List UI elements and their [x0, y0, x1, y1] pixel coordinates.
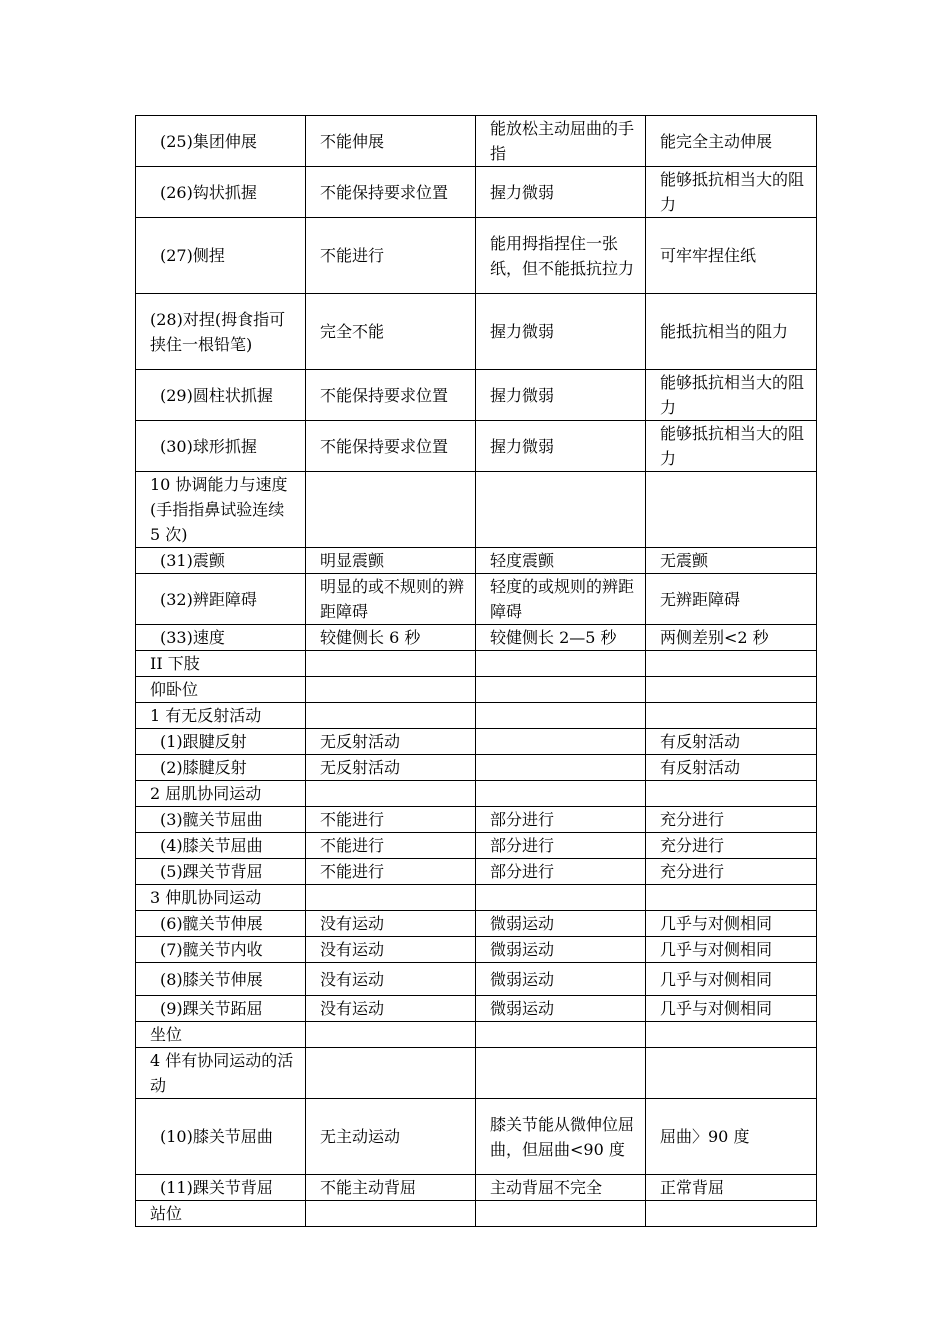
table-row	[136, 625, 817, 651]
score-cell-0	[306, 472, 476, 548]
score-cell-0: 不能进行	[306, 807, 476, 833]
row-label-cell: 2 屈肌协同运动	[136, 781, 306, 807]
score-cell-2: 几乎与对侧相同	[646, 937, 817, 963]
score-cell-0: 不能伸展	[306, 116, 476, 167]
score-cell-1: 部分进行	[476, 859, 646, 885]
table-row	[136, 472, 817, 548]
score-cell-1	[476, 729, 646, 755]
table-row	[136, 937, 817, 963]
row-label-cell: (9)踝关节跖屈	[136, 996, 306, 1022]
table-row	[136, 1048, 817, 1099]
table-row	[136, 1099, 817, 1175]
score-cell-2: 几乎与对侧相同	[646, 911, 817, 937]
score-cell-0: 不能进行	[306, 859, 476, 885]
score-cell-1: 能放松主动屈曲的手指	[476, 116, 646, 167]
score-cell-2: 能够抵抗相当大的阻力	[646, 167, 817, 218]
row-label-cell: (31)震颤	[136, 548, 306, 574]
table-row	[136, 167, 817, 218]
assessment-table	[135, 115, 817, 1227]
row-label-cell: (29)圆柱状抓握	[136, 370, 306, 421]
score-cell-0	[306, 703, 476, 729]
table-row	[136, 1175, 817, 1201]
score-cell-2: 无辨距障碍	[646, 574, 817, 625]
row-label-cell: (7)髋关节内收	[136, 937, 306, 963]
score-cell-1	[476, 1201, 646, 1227]
row-label-cell: II 下肢	[136, 651, 306, 677]
score-cell-1: 轻度的或规则的辨距障碍	[476, 574, 646, 625]
table-row	[136, 703, 817, 729]
score-cell-1: 部分进行	[476, 833, 646, 859]
score-cell-2	[646, 1201, 817, 1227]
score-cell-1	[476, 651, 646, 677]
score-cell-2: 无震颤	[646, 548, 817, 574]
score-cell-2	[646, 1022, 817, 1048]
score-cell-2: 能完全主动伸展	[646, 116, 817, 167]
score-cell-1: 较健侧长 2—5 秒	[476, 625, 646, 651]
row-label-cell: (32)辨距障碍	[136, 574, 306, 625]
table-body	[136, 116, 817, 1227]
score-cell-1: 微弱运动	[476, 911, 646, 937]
score-cell-0: 较健侧长 6 秒	[306, 625, 476, 651]
score-cell-2: 两侧差别<2 秒	[646, 625, 817, 651]
score-cell-1	[476, 1022, 646, 1048]
score-cell-0	[306, 885, 476, 911]
table-row	[136, 833, 817, 859]
score-cell-1	[476, 1048, 646, 1099]
score-cell-2: 能抵抗相当的阻力	[646, 294, 817, 370]
table-row	[136, 911, 817, 937]
row-label-cell: 10 协调能力与速度(手指指鼻试验连续 5 次)	[136, 472, 306, 548]
row-label-cell: 3 伸肌协同运动	[136, 885, 306, 911]
score-cell-0	[306, 1201, 476, 1227]
table-row	[136, 677, 817, 703]
row-label-cell: (25)集团伸展	[136, 116, 306, 167]
table-row	[136, 963, 817, 996]
table-row	[136, 370, 817, 421]
row-label-cell: (33)速度	[136, 625, 306, 651]
row-label-cell: (1)跟腱反射	[136, 729, 306, 755]
score-cell-2	[646, 885, 817, 911]
score-cell-1: 微弱运动	[476, 963, 646, 996]
row-label-cell: (11)踝关节背屈	[136, 1175, 306, 1201]
score-cell-0	[306, 1022, 476, 1048]
score-cell-2: 充分进行	[646, 859, 817, 885]
score-cell-0: 不能进行	[306, 218, 476, 294]
table-row	[136, 574, 817, 625]
row-label-cell: 站位	[136, 1201, 306, 1227]
score-cell-0: 不能保持要求位置	[306, 167, 476, 218]
row-label-cell: 坐位	[136, 1022, 306, 1048]
table-row	[136, 885, 817, 911]
row-label-cell: 仰卧位	[136, 677, 306, 703]
score-cell-0	[306, 651, 476, 677]
score-cell-1: 微弱运动	[476, 937, 646, 963]
row-label-cell: (2)膝腱反射	[136, 755, 306, 781]
score-cell-1: 能用拇指捏住一张纸，但不能抵抗拉力	[476, 218, 646, 294]
row-label-cell: 4 伴有协同运动的活动	[136, 1048, 306, 1099]
table-row	[136, 781, 817, 807]
score-cell-1: 握力微弱	[476, 167, 646, 218]
score-cell-0: 无反射活动	[306, 755, 476, 781]
score-cell-2: 有反射活动	[646, 755, 817, 781]
score-cell-0: 没有运动	[306, 937, 476, 963]
score-cell-1	[476, 703, 646, 729]
score-cell-0: 不能保持要求位置	[306, 421, 476, 472]
score-cell-0: 无反射活动	[306, 729, 476, 755]
table-row	[136, 1201, 817, 1227]
score-cell-2	[646, 677, 817, 703]
score-cell-1: 握力微弱	[476, 421, 646, 472]
score-cell-0: 不能主动背屈	[306, 1175, 476, 1201]
table-row	[136, 421, 817, 472]
row-label-cell: (5)踝关节背屈	[136, 859, 306, 885]
table-row	[136, 996, 817, 1022]
score-cell-2: 能够抵抗相当大的阻力	[646, 421, 817, 472]
score-cell-2: 屈曲〉90 度	[646, 1099, 817, 1175]
table-row	[136, 859, 817, 885]
score-cell-0	[306, 1048, 476, 1099]
row-label-cell: (3)髋关节屈曲	[136, 807, 306, 833]
score-cell-2: 充分进行	[646, 807, 817, 833]
score-cell-0	[306, 677, 476, 703]
score-cell-0: 明显的或不规则的辨距障碍	[306, 574, 476, 625]
score-cell-1: 轻度震颤	[476, 548, 646, 574]
table-row	[136, 548, 817, 574]
score-cell-0: 不能保持要求位置	[306, 370, 476, 421]
score-cell-1: 主动背屈不完全	[476, 1175, 646, 1201]
table-row	[136, 651, 817, 677]
table-row	[136, 729, 817, 755]
table-row	[136, 294, 817, 370]
table-row	[136, 1022, 817, 1048]
row-label-cell: (26)钩状抓握	[136, 167, 306, 218]
row-label-cell: 1 有无反射活动	[136, 703, 306, 729]
table-row	[136, 807, 817, 833]
score-cell-2	[646, 703, 817, 729]
row-label-cell: (6)髋关节伸展	[136, 911, 306, 937]
score-cell-0: 无主动运动	[306, 1099, 476, 1175]
score-cell-2: 有反射活动	[646, 729, 817, 755]
score-cell-2	[646, 1048, 817, 1099]
row-label-cell: (4)膝关节屈曲	[136, 833, 306, 859]
score-cell-2: 能够抵抗相当大的阻力	[646, 370, 817, 421]
score-cell-0: 完全不能	[306, 294, 476, 370]
score-cell-1: 握力微弱	[476, 370, 646, 421]
table-row	[136, 218, 817, 294]
score-cell-2: 正常背屈	[646, 1175, 817, 1201]
score-cell-2: 几乎与对侧相同	[646, 963, 817, 996]
score-cell-1: 微弱运动	[476, 996, 646, 1022]
table-row	[136, 116, 817, 167]
score-cell-1	[476, 677, 646, 703]
score-cell-0: 不能进行	[306, 833, 476, 859]
score-cell-1	[476, 781, 646, 807]
score-cell-2	[646, 472, 817, 548]
score-cell-1: 部分进行	[476, 807, 646, 833]
score-cell-0: 没有运动	[306, 963, 476, 996]
score-cell-2: 充分进行	[646, 833, 817, 859]
row-label-cell: (27)侧捏	[136, 218, 306, 294]
score-cell-2	[646, 651, 817, 677]
score-cell-1	[476, 755, 646, 781]
score-cell-1	[476, 472, 646, 548]
row-label-cell: (10)膝关节屈曲	[136, 1099, 306, 1175]
score-cell-2: 几乎与对侧相同	[646, 996, 817, 1022]
row-label-cell: (8)膝关节伸展	[136, 963, 306, 996]
score-cell-2: 可牢牢捏住纸	[646, 218, 817, 294]
score-cell-0: 没有运动	[306, 911, 476, 937]
score-cell-0: 明显震颤	[306, 548, 476, 574]
score-cell-1: 握力微弱	[476, 294, 646, 370]
score-cell-1	[476, 885, 646, 911]
table-row	[136, 755, 817, 781]
score-cell-0: 没有运动	[306, 996, 476, 1022]
row-label-cell: (28)对捏(拇食指可挟住一根铅笔)	[136, 294, 306, 370]
row-label-cell: (30)球形抓握	[136, 421, 306, 472]
score-cell-1: 膝关节能从微伸位屈曲，但屈曲<90 度	[476, 1099, 646, 1175]
score-cell-0	[306, 781, 476, 807]
score-cell-2	[646, 781, 817, 807]
